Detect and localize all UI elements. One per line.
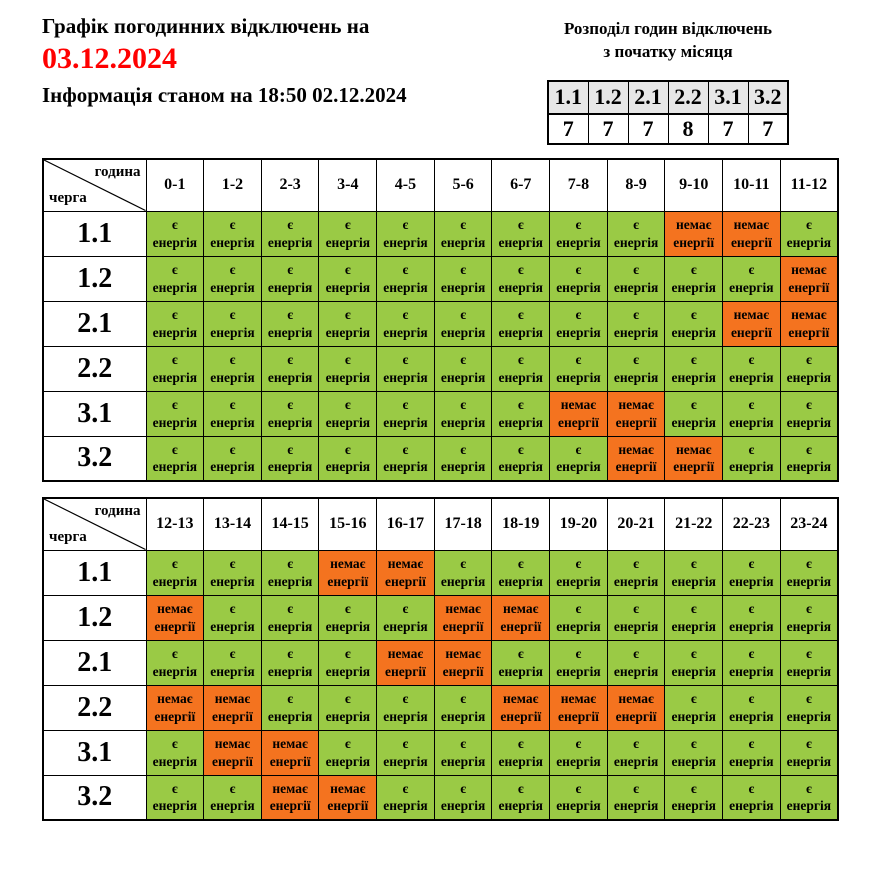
hour-header: 3-4 xyxy=(319,159,377,211)
cell-power-on: є енергія xyxy=(492,550,550,595)
cell-power-on: є енергія xyxy=(261,640,319,685)
summary-queue-row xyxy=(548,81,788,114)
cell-power-on: є енергія xyxy=(261,211,319,256)
cell-power-on: є енергія xyxy=(492,640,550,685)
cell-power-on: є енергія xyxy=(492,301,550,346)
hour-header: 5-6 xyxy=(434,159,492,211)
cell-power-off: немає енергії xyxy=(319,550,377,595)
cell-power-on: є енергія xyxy=(434,391,492,436)
cell-power-on: є енергія xyxy=(780,346,838,391)
cell-power-on: є енергія xyxy=(319,301,377,346)
cell-power-off: немає енергії xyxy=(607,436,665,481)
cell-power-on: є енергія xyxy=(377,391,435,436)
cell-power-off: немає енергії xyxy=(550,391,608,436)
cell-power-on: є енергія xyxy=(146,346,204,391)
cell-power-on: є енергія xyxy=(261,436,319,481)
cell-power-on: є енергія xyxy=(665,301,723,346)
hour-header: 11-12 xyxy=(780,159,838,211)
cell-power-on: є енергія xyxy=(665,595,723,640)
queue-label: 3.2 xyxy=(43,775,146,820)
cell-power-off: немає енергії xyxy=(550,685,608,730)
cell-power-on: є енергія xyxy=(665,640,723,685)
cell-power-on: є енергія xyxy=(723,550,781,595)
hour-header: 0-1 xyxy=(146,159,204,211)
cell-power-on: є енергія xyxy=(780,685,838,730)
corner-header-cell xyxy=(43,498,146,550)
cell-power-on: є енергія xyxy=(146,391,204,436)
cell-power-off: немає енергії xyxy=(261,775,319,820)
hour-header: 12-13 xyxy=(146,498,204,550)
hour-header: 13-14 xyxy=(204,498,262,550)
cell-power-on: є енергія xyxy=(492,256,550,301)
queue-row xyxy=(43,595,838,640)
cell-power-on: є енергія xyxy=(780,211,838,256)
queue-label: 2.1 xyxy=(43,640,146,685)
info-timestamp: Інформація станом на 18:50 02.12.2024 xyxy=(42,83,407,107)
cell-power-on: є енергія xyxy=(550,256,608,301)
cell-power-off: немає енергії xyxy=(377,550,435,595)
cell-power-on: є енергія xyxy=(492,775,550,820)
cell-power-off: немає енергії xyxy=(204,685,262,730)
queue-row xyxy=(43,346,838,391)
cell-power-on: є енергія xyxy=(723,685,781,730)
cell-power-on: є енергія xyxy=(550,730,608,775)
cell-power-on: є енергія xyxy=(434,436,492,481)
summary-queue-header: 2.1 xyxy=(628,81,668,114)
cell-power-on: є енергія xyxy=(204,211,262,256)
cell-power-on: є енергія xyxy=(261,595,319,640)
cell-power-on: є енергія xyxy=(434,730,492,775)
corner-header-cell xyxy=(43,159,146,211)
cell-power-on: є енергія xyxy=(665,346,723,391)
cell-power-on: є енергія xyxy=(146,730,204,775)
cell-power-on: є енергія xyxy=(550,211,608,256)
cell-power-on: є енергія xyxy=(780,550,838,595)
queue-label: 3.2 xyxy=(43,436,146,481)
cell-power-on: є енергія xyxy=(204,775,262,820)
cell-power-on: є енергія xyxy=(607,550,665,595)
schedule-date: 03.12.2024 xyxy=(42,42,177,75)
cell-power-on: є енергія xyxy=(780,775,838,820)
cell-power-on: є енергія xyxy=(146,211,204,256)
summary-title-line2: з початку місяця xyxy=(603,41,733,61)
summary-queue-header: 3.1 xyxy=(708,81,748,114)
cell-power-on: є енергія xyxy=(377,775,435,820)
queue-row xyxy=(43,211,838,256)
cell-power-on: є енергія xyxy=(146,301,204,346)
queue-label: 2.2 xyxy=(43,685,146,730)
cell-power-on: є енергія xyxy=(377,595,435,640)
cell-power-off: немає енергії xyxy=(319,775,377,820)
cell-power-on: є енергія xyxy=(550,436,608,481)
cell-power-off: немає енергії xyxy=(434,640,492,685)
cell-power-on: є енергія xyxy=(665,775,723,820)
queue-row xyxy=(43,775,838,820)
cell-power-on: є енергія xyxy=(607,256,665,301)
cell-power-on: є енергія xyxy=(607,775,665,820)
hour-header: 21-22 xyxy=(665,498,723,550)
hour-axis-label: година xyxy=(94,164,141,180)
cell-power-on: є енергія xyxy=(319,346,377,391)
cell-power-on: є енергія xyxy=(204,391,262,436)
cell-power-on: є енергія xyxy=(261,685,319,730)
cell-power-on: є енергія xyxy=(319,211,377,256)
cell-power-on: є енергія xyxy=(434,775,492,820)
summary-hours-value: 7 xyxy=(708,114,748,144)
cell-power-on: є енергія xyxy=(204,436,262,481)
queue-label: 1.2 xyxy=(43,256,146,301)
cell-power-off: немає енергії xyxy=(377,640,435,685)
queue-label: 1.1 xyxy=(43,550,146,595)
schedule-table-morning xyxy=(42,158,839,482)
cell-power-on: є енергія xyxy=(492,391,550,436)
cell-power-on: є енергія xyxy=(607,595,665,640)
cell-power-off: немає енергії xyxy=(723,211,781,256)
cell-power-on: є енергія xyxy=(723,595,781,640)
cell-power-on: є енергія xyxy=(261,346,319,391)
summary-block xyxy=(536,18,800,145)
hour-header: 20-21 xyxy=(607,498,665,550)
cell-power-on: є енергія xyxy=(550,301,608,346)
cell-power-on: є енергія xyxy=(550,550,608,595)
cell-power-on: є енергія xyxy=(607,346,665,391)
cell-power-on: є енергія xyxy=(146,436,204,481)
hour-header: 14-15 xyxy=(261,498,319,550)
cell-power-on: є енергія xyxy=(377,685,435,730)
cell-power-on: є енергія xyxy=(146,640,204,685)
cell-power-off: немає енергії xyxy=(723,301,781,346)
cell-power-on: є енергія xyxy=(723,730,781,775)
cell-power-on: є енергія xyxy=(780,391,838,436)
cell-power-off: немає енергії xyxy=(607,685,665,730)
cell-power-on: є енергія xyxy=(319,256,377,301)
cell-power-on: є енергія xyxy=(550,640,608,685)
cell-power-on: є енергія xyxy=(434,301,492,346)
hour-header: 16-17 xyxy=(377,498,435,550)
cell-power-on: є енергія xyxy=(434,685,492,730)
cell-power-on: є енергія xyxy=(665,256,723,301)
cell-power-off: немає енергії xyxy=(146,595,204,640)
cell-power-on: є енергія xyxy=(319,391,377,436)
queue-label: 1.1 xyxy=(43,211,146,256)
cell-power-on: є енергія xyxy=(607,211,665,256)
cell-power-off: немає енергії xyxy=(780,256,838,301)
queue-label: 3.1 xyxy=(43,730,146,775)
cell-power-off: немає енергії xyxy=(492,685,550,730)
cell-power-off: немає енергії xyxy=(607,391,665,436)
cell-power-on: є енергія xyxy=(723,391,781,436)
cell-power-on: є енергія xyxy=(146,550,204,595)
cell-power-on: є енергія xyxy=(607,301,665,346)
cell-power-on: є енергія xyxy=(723,640,781,685)
queue-axis-label: черга xyxy=(49,189,87,206)
summary-hours-value: 7 xyxy=(588,114,628,144)
cell-power-on: є енергія xyxy=(261,301,319,346)
hour-header: 2-3 xyxy=(261,159,319,211)
cell-power-on: є енергія xyxy=(665,550,723,595)
summary-title-line1: Розподіл годин відключень xyxy=(563,19,773,38)
cell-power-on: є енергія xyxy=(377,256,435,301)
queue-row xyxy=(43,256,838,301)
hour-header: 18-19 xyxy=(492,498,550,550)
cell-power-on: є енергія xyxy=(261,391,319,436)
cell-power-on: є енергія xyxy=(607,640,665,685)
cell-power-on: є енергія xyxy=(204,256,262,301)
cell-power-on: є енергія xyxy=(492,211,550,256)
queue-row xyxy=(43,550,838,595)
queue-row xyxy=(43,391,838,436)
cell-power-on: є енергія xyxy=(550,595,608,640)
cell-power-on: є енергія xyxy=(204,346,262,391)
cell-power-on: є енергія xyxy=(665,391,723,436)
hour-header: 15-16 xyxy=(319,498,377,550)
queue-label: 3.1 xyxy=(43,391,146,436)
cell-power-on: є енергія xyxy=(550,346,608,391)
queue-row xyxy=(43,685,838,730)
hour-header: 17-18 xyxy=(434,498,492,550)
cell-power-on: є енергія xyxy=(319,685,377,730)
cell-power-on: є енергія xyxy=(204,301,262,346)
cell-power-off: немає енергії xyxy=(146,685,204,730)
cell-power-off: немає енергії xyxy=(665,211,723,256)
summary-hours-value: 8 xyxy=(668,114,708,144)
summary-hours-value: 7 xyxy=(628,114,668,144)
hour-header: 1-2 xyxy=(204,159,262,211)
cell-power-on: є енергія xyxy=(780,595,838,640)
cell-power-on: є енергія xyxy=(780,730,838,775)
cell-power-on: є енергія xyxy=(780,640,838,685)
summary-queue-header: 1.1 xyxy=(548,81,588,114)
summary-title xyxy=(536,18,800,64)
cell-power-on: є енергія xyxy=(492,436,550,481)
hour-header: 23-24 xyxy=(780,498,838,550)
cell-power-on: є енергія xyxy=(146,256,204,301)
cell-power-on: є енергія xyxy=(723,256,781,301)
schedule-table-evening xyxy=(42,497,839,821)
cell-power-on: є енергія xyxy=(377,346,435,391)
cell-power-off: немає енергії xyxy=(434,595,492,640)
summary-hours-row xyxy=(548,114,788,144)
cell-power-on: є енергія xyxy=(204,550,262,595)
hour-header: 6-7 xyxy=(492,159,550,211)
cell-power-on: є енергія xyxy=(434,211,492,256)
cell-power-off: немає енергії xyxy=(204,730,262,775)
summary-queue-header: 2.2 xyxy=(668,81,708,114)
cell-power-on: є енергія xyxy=(492,730,550,775)
hour-header: 9-10 xyxy=(665,159,723,211)
cell-power-on: є енергія xyxy=(319,730,377,775)
cell-power-on: є енергія xyxy=(204,640,262,685)
hour-axis-label: година xyxy=(94,503,141,519)
cell-power-on: є енергія xyxy=(665,685,723,730)
cell-power-on: є енергія xyxy=(723,436,781,481)
cell-power-off: немає енергії xyxy=(780,301,838,346)
queue-row xyxy=(43,640,838,685)
summary-hours-value: 7 xyxy=(548,114,588,144)
cell-power-on: є енергія xyxy=(607,730,665,775)
hour-header: 8-9 xyxy=(607,159,665,211)
cell-power-on: є енергія xyxy=(780,436,838,481)
cell-power-off: немає енергії xyxy=(261,730,319,775)
summary-hours-value: 7 xyxy=(748,114,788,144)
queue-axis-label: черга xyxy=(49,528,87,545)
cell-power-on: є енергія xyxy=(261,256,319,301)
cell-power-on: є енергія xyxy=(434,550,492,595)
queue-row xyxy=(43,301,838,346)
summary-queue-header: 3.2 xyxy=(748,81,788,114)
hour-header: 4-5 xyxy=(377,159,435,211)
cell-power-on: є енергія xyxy=(434,256,492,301)
cell-power-on: є енергія xyxy=(204,595,262,640)
cell-power-on: є енергія xyxy=(319,595,377,640)
cell-power-on: є енергія xyxy=(665,730,723,775)
cell-power-on: є енергія xyxy=(261,550,319,595)
hour-header: 22-23 xyxy=(723,498,781,550)
hour-header: 19-20 xyxy=(550,498,608,550)
cell-power-on: є енергія xyxy=(723,775,781,820)
cell-power-on: є енергія xyxy=(377,301,435,346)
hour-header: 7-8 xyxy=(550,159,608,211)
queue-row xyxy=(43,730,838,775)
cell-power-on: є енергія xyxy=(492,346,550,391)
cell-power-off: немає енергії xyxy=(492,595,550,640)
queue-label: 2.1 xyxy=(43,301,146,346)
queue-label: 2.2 xyxy=(43,346,146,391)
page-title: Графік погодинних відключень на xyxy=(42,14,370,38)
cell-power-on: є енергія xyxy=(377,730,435,775)
cell-power-on: є енергія xyxy=(377,211,435,256)
cell-power-on: є енергія xyxy=(434,346,492,391)
hour-header: 10-11 xyxy=(723,159,781,211)
cell-power-on: є енергія xyxy=(723,346,781,391)
title-block xyxy=(42,14,407,108)
cell-power-on: є енергія xyxy=(319,436,377,481)
queue-label: 1.2 xyxy=(43,595,146,640)
summary-table xyxy=(547,80,789,145)
cell-power-off: немає енергії xyxy=(665,436,723,481)
cell-power-on: є енергія xyxy=(146,775,204,820)
cell-power-on: є енергія xyxy=(377,436,435,481)
queue-row xyxy=(43,436,838,481)
cell-power-on: є енергія xyxy=(550,775,608,820)
summary-queue-header: 1.2 xyxy=(588,81,628,114)
cell-power-on: є енергія xyxy=(319,640,377,685)
